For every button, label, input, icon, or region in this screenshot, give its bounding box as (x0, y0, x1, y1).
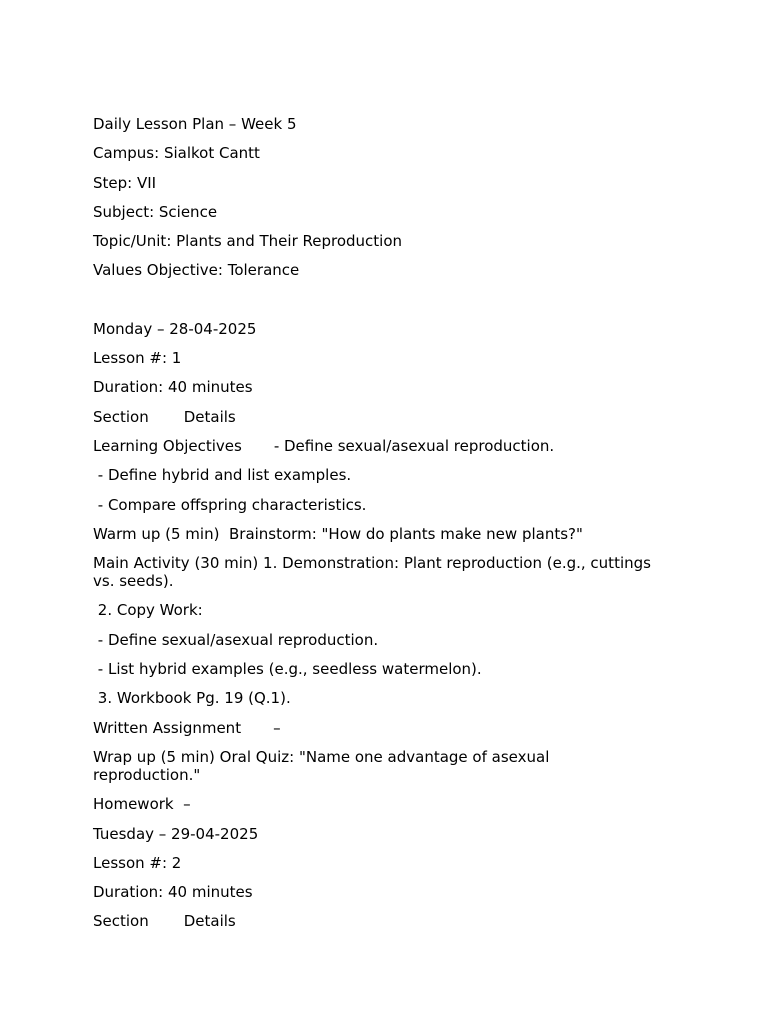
learning-objective-3: - Compare offspring characteristics. (93, 495, 367, 514)
warm-up-row: Warm up (5 min) Brainstorm: "How do plants make new plants?" (93, 524, 583, 543)
monday-duration: Duration: 40 minutes (93, 378, 253, 397)
step-line: Step: VII (93, 173, 157, 192)
values-objective-line: Values Objective: Tolerance (93, 261, 300, 280)
details-column-header: Details (183, 912, 236, 931)
monday-lesson-number: Lesson #: 1 (93, 349, 182, 368)
wrap-up-row: Wrap up (5 min) Oral Quiz: "Name one advantage of asexual reproduction." (93, 747, 550, 784)
learning-objectives-row (93, 437, 653, 455)
written-assignment-label: Written Assignment (93, 718, 242, 737)
copy-work-item-2: - List hybrid examples (e.g., seedless watermelon). (93, 660, 482, 679)
homework-row: Homework – (93, 795, 191, 814)
tuesday-duration: Duration: 40 minutes (93, 883, 253, 902)
document-page (93, 115, 653, 942)
campus-line: Campus: Sialkot Cantt (93, 144, 260, 163)
learning-objective-2: - Define hybrid and list examples. (93, 466, 352, 485)
subject-line: Subject: Science (93, 202, 218, 221)
learning-objectives-label: Learning Objectives (93, 436, 242, 455)
workbook-line: 3. Workbook Pg. 19 (Q.1). (93, 689, 291, 708)
tuesday-lesson-number: Lesson #: 2 (93, 853, 182, 872)
topic-line: Topic/Unit: Plants and Their Reproduction (93, 232, 403, 251)
monday-table-header (93, 408, 653, 426)
document-title: Daily Lesson Plan – Week 5 (93, 115, 297, 133)
learning-objective-1: - Define sexual/asexual reproduction. (273, 436, 555, 455)
written-assignment-row (93, 719, 653, 737)
details-column-header: Details (183, 407, 236, 426)
copy-work-item-1: - Define sexual/asexual reproduction. (93, 630, 379, 649)
written-assignment-value: – (273, 718, 281, 737)
copy-work-line: 2. Copy Work: (93, 601, 203, 620)
main-activity-row: Main Activity (30 min) 1. Demonstration: Plant reproduction (e.g., cuttings vs. seeds). (93, 554, 651, 591)
section-column-header: Section (93, 407, 149, 426)
tuesday-date: Tuesday – 29-04-2025 (93, 824, 259, 843)
spacer (93, 291, 653, 320)
section-column-header: Section (93, 912, 149, 931)
tuesday-table-header (93, 912, 653, 930)
monday-date: Monday – 28-04-2025 (93, 319, 257, 338)
